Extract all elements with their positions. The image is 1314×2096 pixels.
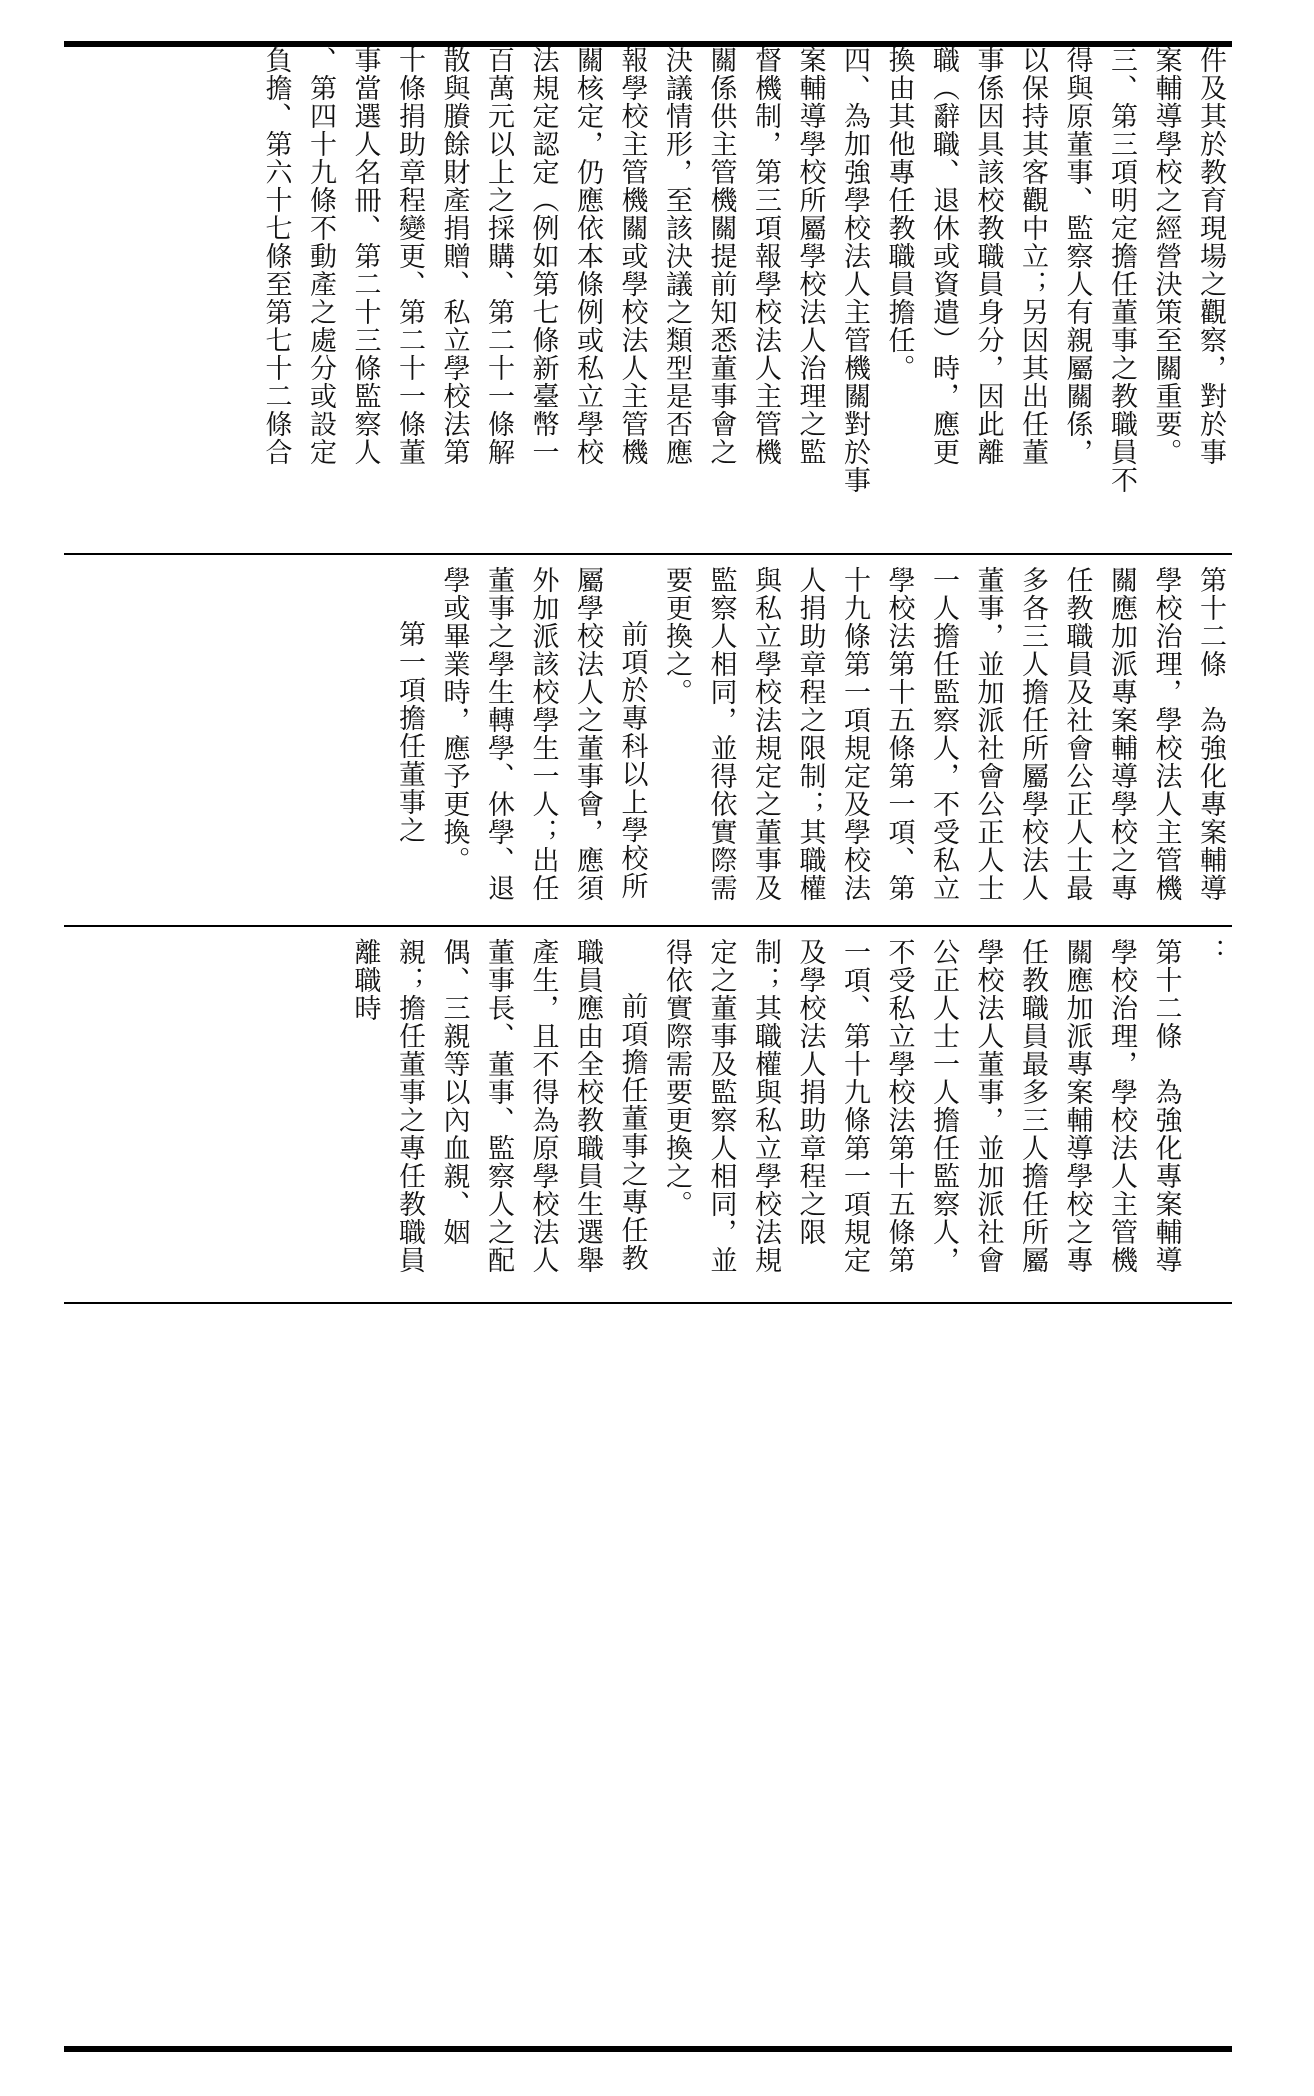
current-paragraph: 前項擔任董事之專任教職員應由全校教職員生選舉產生，且不得為原學校法人董事長、董事、監察人之配偶、三親等以內血親、姻親；擔任董事之專任教職員離職時 [349,938,648,1274]
explanation-line: 報學校主管機關或學校法人主管機 [616,46,648,466]
band-divider [64,553,1232,555]
explanation-line: 案輔導學校之經營決策至關重要。 [1150,46,1182,466]
explanation-line: 、第四十九條不動產之處分或設定 [305,46,336,466]
explanation-line: 四、為加強學校法人主管機關對於事 [839,46,870,494]
explanation-line: 職（辭職、退休或資遣）時，應更 [928,46,959,466]
current-colon: ： [1195,938,1226,966]
explanation-line: 散與賸餘財產捐贈、私立學校法第 [438,46,470,466]
explanation-line: 案輔導學校所屬學校法人治理之監 [794,46,826,466]
explanation-line: 事係因具該校教職員身分，因此離 [972,46,1004,466]
band-divider [64,925,1232,927]
explanation-line: 督機制，第三項報學校法人主管機 [750,46,781,466]
explanation-line: 得與原董事、監察人有親屬關係， [1061,46,1093,466]
explanation-line: 十條捐助章程變更、第二十一條董 [394,46,425,466]
proposed-paragraph: 前項於專科以上學校所屬學校法人之董事會，應須外加派該校學生一人；出任董事之學生轉學、休學、退學或畢業時，應予更換。 [438,566,648,902]
explanation-line: 決議情形，至該決議之類型是否應 [661,46,692,466]
proposed-paragraph: 第一項擔任董事之 [394,620,425,844]
explanation-line: 件及其於教育現場之觀察，對於事 [1195,46,1226,466]
explanation-line: 百萬元以上之採購、第二十一條解 [483,46,514,466]
explanation-line: 三、第三項明定擔任董事之教職員不 [1106,46,1137,494]
current-section [64,930,1232,1298]
explanation-line: 法規定認定（例如第七條新臺幣一 [527,46,559,466]
proposed-text [64,566,1232,916]
explanation-line: 負擔、第六十七條至第七十二條合 [260,46,292,466]
explanation-line: 換由其他專任教職員擔任。 [883,46,915,382]
mid-rule [64,1302,1232,1304]
bottom-rule [64,2046,1232,2052]
explanation-section [64,46,1232,546]
current-text [64,938,1232,1294]
explanation-text [253,46,1232,546]
explanation-line: 關核定，仍應依本條例或私立學校 [572,46,603,466]
explanation-line: 以保持其客觀中立；另因其出任董 [1017,46,1048,466]
current-article: 第十二條 為強化專案輔導學校治理，學校法人主管機關應加派專案輔導學校之專任教職員最多三人擔任所屬學校法人董事，並加派社會公正人士一人擔任監察人，不受私立學校法第十五條第一項、第十九條第一項規定及學校法人捐助章程之限制；其職權與私立學校法規定之董事及監察人相同，並得依實際需要更換之。 [661,938,1182,1274]
proposed-article: 第十二條 為強化專案輔導學校治理，學校法人主管機關應加派專案輔導學校之專任教職員及社會公正人士最多各三人擔任所屬學校法人董事，並加派社會公正人士一人擔任監察人，不受私立學校法第十五條第一項、第十九條第一項規定及學校法人捐助章程之限制；其職權與私立學校法規定之董事及監察人相同，並得依實際需要更換之。 [661,566,1226,902]
proposed-section [64,558,1232,918]
explanation-line: 事當選人名冊、第二十三條監察人 [349,46,381,466]
explanation-line: 關係供主管機關提前知悉董事會之 [705,46,737,466]
